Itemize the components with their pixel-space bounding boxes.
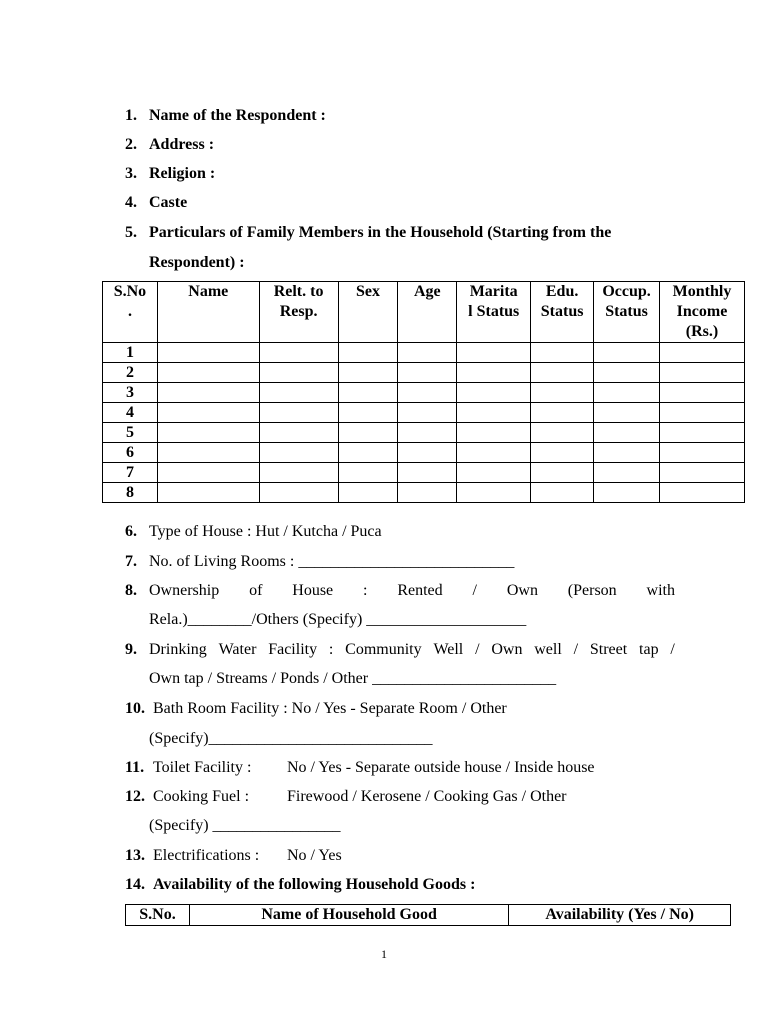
page-number: 1 (381, 947, 387, 961)
question-text: Type of House : Hut / Kutcha / Puca (149, 523, 382, 540)
column-header: Age (398, 282, 457, 343)
table-cell-blank[interactable] (457, 383, 531, 403)
table-cell-blank[interactable] (398, 443, 457, 463)
table-cell-blank[interactable] (594, 363, 660, 383)
question-number: 1. (125, 107, 137, 124)
table-cell-blank[interactable] (660, 423, 745, 443)
table-cell-blank[interactable] (457, 363, 531, 383)
table-cell-blank[interactable] (157, 403, 259, 423)
table-cell-blank[interactable] (594, 463, 660, 483)
table-cell-blank[interactable] (398, 463, 457, 483)
table-cell-blank[interactable] (594, 383, 660, 403)
question-text: Name of the Respondent : (149, 107, 326, 124)
question-word: well (534, 641, 562, 658)
table-cell-blank[interactable] (457, 403, 531, 423)
question-label: Toilet Facility : (153, 759, 252, 776)
table-cell-blank[interactable] (594, 423, 660, 443)
question-9-continuation: Own tap / Streams / Ponds / Other _______________________ (149, 670, 557, 687)
column-header-availability: Availability (Yes / No) (509, 905, 731, 926)
question-6 (125, 522, 382, 542)
question-label: Cooking Fuel : (153, 788, 250, 805)
table-cell-blank[interactable] (157, 423, 259, 443)
table-cell-blank[interactable] (457, 443, 531, 463)
question-text: No / Yes - Separate outside house / Inside house (287, 759, 595, 776)
table-cell-blank[interactable] (531, 363, 594, 383)
question-number: 11. (125, 759, 145, 776)
table-cell-blank[interactable] (398, 483, 457, 503)
table-cell-blank[interactable] (157, 443, 259, 463)
table-cell-blank[interactable] (398, 423, 457, 443)
question-word: of (249, 582, 263, 599)
table-cell-blank[interactable] (338, 483, 398, 503)
table-cell-blank[interactable] (398, 403, 457, 423)
table-cell-blank[interactable] (338, 343, 398, 363)
question-word: / (472, 582, 477, 599)
question-4 (125, 193, 187, 213)
question-8-continuation: Rela.)________/Others (Specify) ____________________ (149, 611, 527, 628)
table-cell-blank[interactable] (157, 343, 259, 363)
table-cell-blank[interactable] (259, 463, 338, 483)
table-header-row (103, 282, 745, 343)
column-header: Occup. Status (594, 282, 660, 343)
table-cell-blank[interactable] (259, 363, 338, 383)
table-cell-blank[interactable] (594, 483, 660, 503)
question-number: 2. (125, 136, 137, 153)
question-number: 7. (125, 553, 137, 570)
question-word: Facility (268, 641, 318, 658)
table-cell-blank[interactable] (157, 383, 259, 403)
column-header: Name (157, 282, 259, 343)
question-word: with (646, 582, 675, 599)
table-cell-blank[interactable] (157, 463, 259, 483)
question-number: 6. (125, 523, 137, 540)
table-row (103, 443, 745, 463)
row-number: 7 (103, 463, 158, 483)
question-text: Caste (149, 194, 188, 211)
table-cell-blank[interactable] (531, 463, 594, 483)
table-cell-blank[interactable] (457, 343, 531, 363)
question-13 (125, 846, 342, 866)
question-2 (125, 135, 214, 155)
row-number: 8 (103, 483, 158, 503)
table-cell-blank[interactable] (594, 443, 660, 463)
table-cell-blank[interactable] (660, 483, 745, 503)
table-cell-blank[interactable] (259, 483, 338, 503)
family-members-table (102, 281, 745, 503)
question-word: : (363, 582, 368, 599)
question-12-continuation: (Specify) ________________ (149, 817, 341, 834)
question-word: / (475, 641, 480, 658)
table-cell-blank[interactable] (594, 343, 660, 363)
question-text: Availability of the following Household Goods : (153, 876, 476, 893)
question-11 (125, 758, 595, 778)
table-cell-blank[interactable] (259, 383, 338, 403)
table-row (103, 463, 745, 483)
row-number: 2 (103, 363, 158, 383)
question-12 (125, 787, 567, 807)
table-row (103, 343, 745, 363)
question-word: / (573, 641, 579, 658)
question-word: tap (639, 641, 659, 658)
table-cell-blank[interactable] (531, 423, 594, 443)
table-cell-blank[interactable] (531, 403, 594, 423)
row-number: 4 (103, 403, 158, 423)
table-cell-blank[interactable] (157, 483, 259, 503)
question-word: Community (345, 641, 422, 658)
question-text (149, 640, 675, 660)
table-cell-blank[interactable] (398, 343, 457, 363)
question-number: 12. (125, 788, 145, 805)
question-text: Religion : (149, 165, 216, 182)
question-text: Particulars of Family Members in the Household (Starting from the (149, 224, 612, 241)
question-label: Electrifications : (153, 847, 260, 864)
table-header-row (126, 905, 731, 926)
table-cell-blank[interactable] (259, 343, 338, 363)
table-cell-blank[interactable] (660, 443, 745, 463)
question-word: : (328, 641, 334, 658)
question-14 (125, 875, 475, 895)
question-text: No / Yes (287, 847, 342, 864)
question-7 (125, 552, 514, 572)
table-cell-blank[interactable] (259, 443, 338, 463)
table-cell-blank[interactable] (531, 483, 594, 503)
table-cell-blank[interactable] (531, 443, 594, 463)
table-cell-blank[interactable] (338, 423, 398, 443)
table-cell-blank[interactable] (531, 343, 594, 363)
row-number: 6 (103, 443, 158, 463)
question-number: 9. (125, 641, 137, 658)
table-row (103, 383, 745, 403)
question-word: Rented (397, 582, 443, 599)
table-cell-blank[interactable] (457, 483, 531, 503)
table-cell-blank[interactable] (398, 383, 457, 403)
table-cell-blank[interactable] (660, 463, 745, 483)
table-cell-blank[interactable] (457, 463, 531, 483)
question-word: Own (506, 582, 538, 599)
question-word: House (292, 582, 334, 599)
question-number: 4. (125, 194, 137, 211)
table-cell-blank[interactable] (259, 403, 338, 423)
question-word: Ownership (149, 582, 220, 599)
question-word: Water (218, 641, 257, 658)
table-cell-blank[interactable] (338, 363, 398, 383)
question-text (149, 581, 675, 601)
question-10-continuation: (Specify)____________________________ (149, 730, 433, 747)
table-cell-blank[interactable] (594, 403, 660, 423)
question-5-continuation: Respondent) : (149, 254, 245, 271)
question-word: Well (433, 641, 464, 658)
question-word: Street (589, 641, 628, 658)
question-9 (125, 640, 675, 660)
question-number: 8. (125, 582, 137, 599)
table-cell-blank[interactable] (660, 363, 745, 383)
table-cell-blank[interactable] (531, 383, 594, 403)
column-header: Edu. Status (531, 282, 594, 343)
question-text: Firewood / Kerosene / Cooking Gas / Other (287, 788, 567, 805)
table-cell-blank[interactable] (338, 403, 398, 423)
table-cell-blank[interactable] (259, 423, 338, 443)
column-header-household-good: Name of Household Good (189, 905, 508, 926)
table-cell-blank[interactable] (338, 383, 398, 403)
table-cell-blank[interactable] (338, 463, 398, 483)
question-number: 3. (125, 165, 137, 182)
column-header: Marita l Status (457, 282, 531, 343)
table-cell-blank[interactable] (660, 403, 745, 423)
row-number: 3 (103, 383, 158, 403)
question-word: (Person (567, 582, 617, 599)
question-8 (125, 581, 675, 601)
question-number: 5. (125, 224, 137, 241)
question-word: Own (491, 641, 523, 658)
table-row (103, 483, 745, 503)
column-header: S.No . (103, 282, 158, 343)
table-cell-blank[interactable] (157, 363, 259, 383)
question-text: No. of Living Rooms : ___________________________ (149, 553, 515, 570)
question-number: 10. (125, 700, 145, 717)
column-header-sno: S.No. (126, 905, 190, 926)
question-3 (125, 164, 215, 184)
row-number: 5 (103, 423, 158, 443)
table-cell-blank[interactable] (398, 363, 457, 383)
question-text: Address : (149, 136, 215, 153)
table-cell-blank[interactable] (660, 343, 745, 363)
household-goods-table (125, 904, 731, 926)
table-row (103, 403, 745, 423)
question-5 (125, 223, 611, 243)
question-word: Drinking (149, 641, 207, 658)
table-cell-blank[interactable] (457, 423, 531, 443)
question-word: / (670, 641, 675, 658)
question-number: 13. (125, 847, 145, 864)
question-1 (125, 106, 326, 126)
question-text: Bath Room Facility : No / Yes - Separate Room / Other (153, 700, 507, 717)
column-header: Monthly Income (Rs.) (660, 282, 745, 343)
question-10 (125, 699, 507, 719)
table-cell-blank[interactable] (338, 443, 398, 463)
table-row (103, 423, 745, 443)
column-header: Relt. to Resp. (259, 282, 338, 343)
table-row (103, 363, 745, 383)
row-number: 1 (103, 343, 158, 363)
question-number: 14. (125, 876, 145, 893)
table-cell-blank[interactable] (660, 383, 745, 403)
column-header: Sex (338, 282, 398, 343)
